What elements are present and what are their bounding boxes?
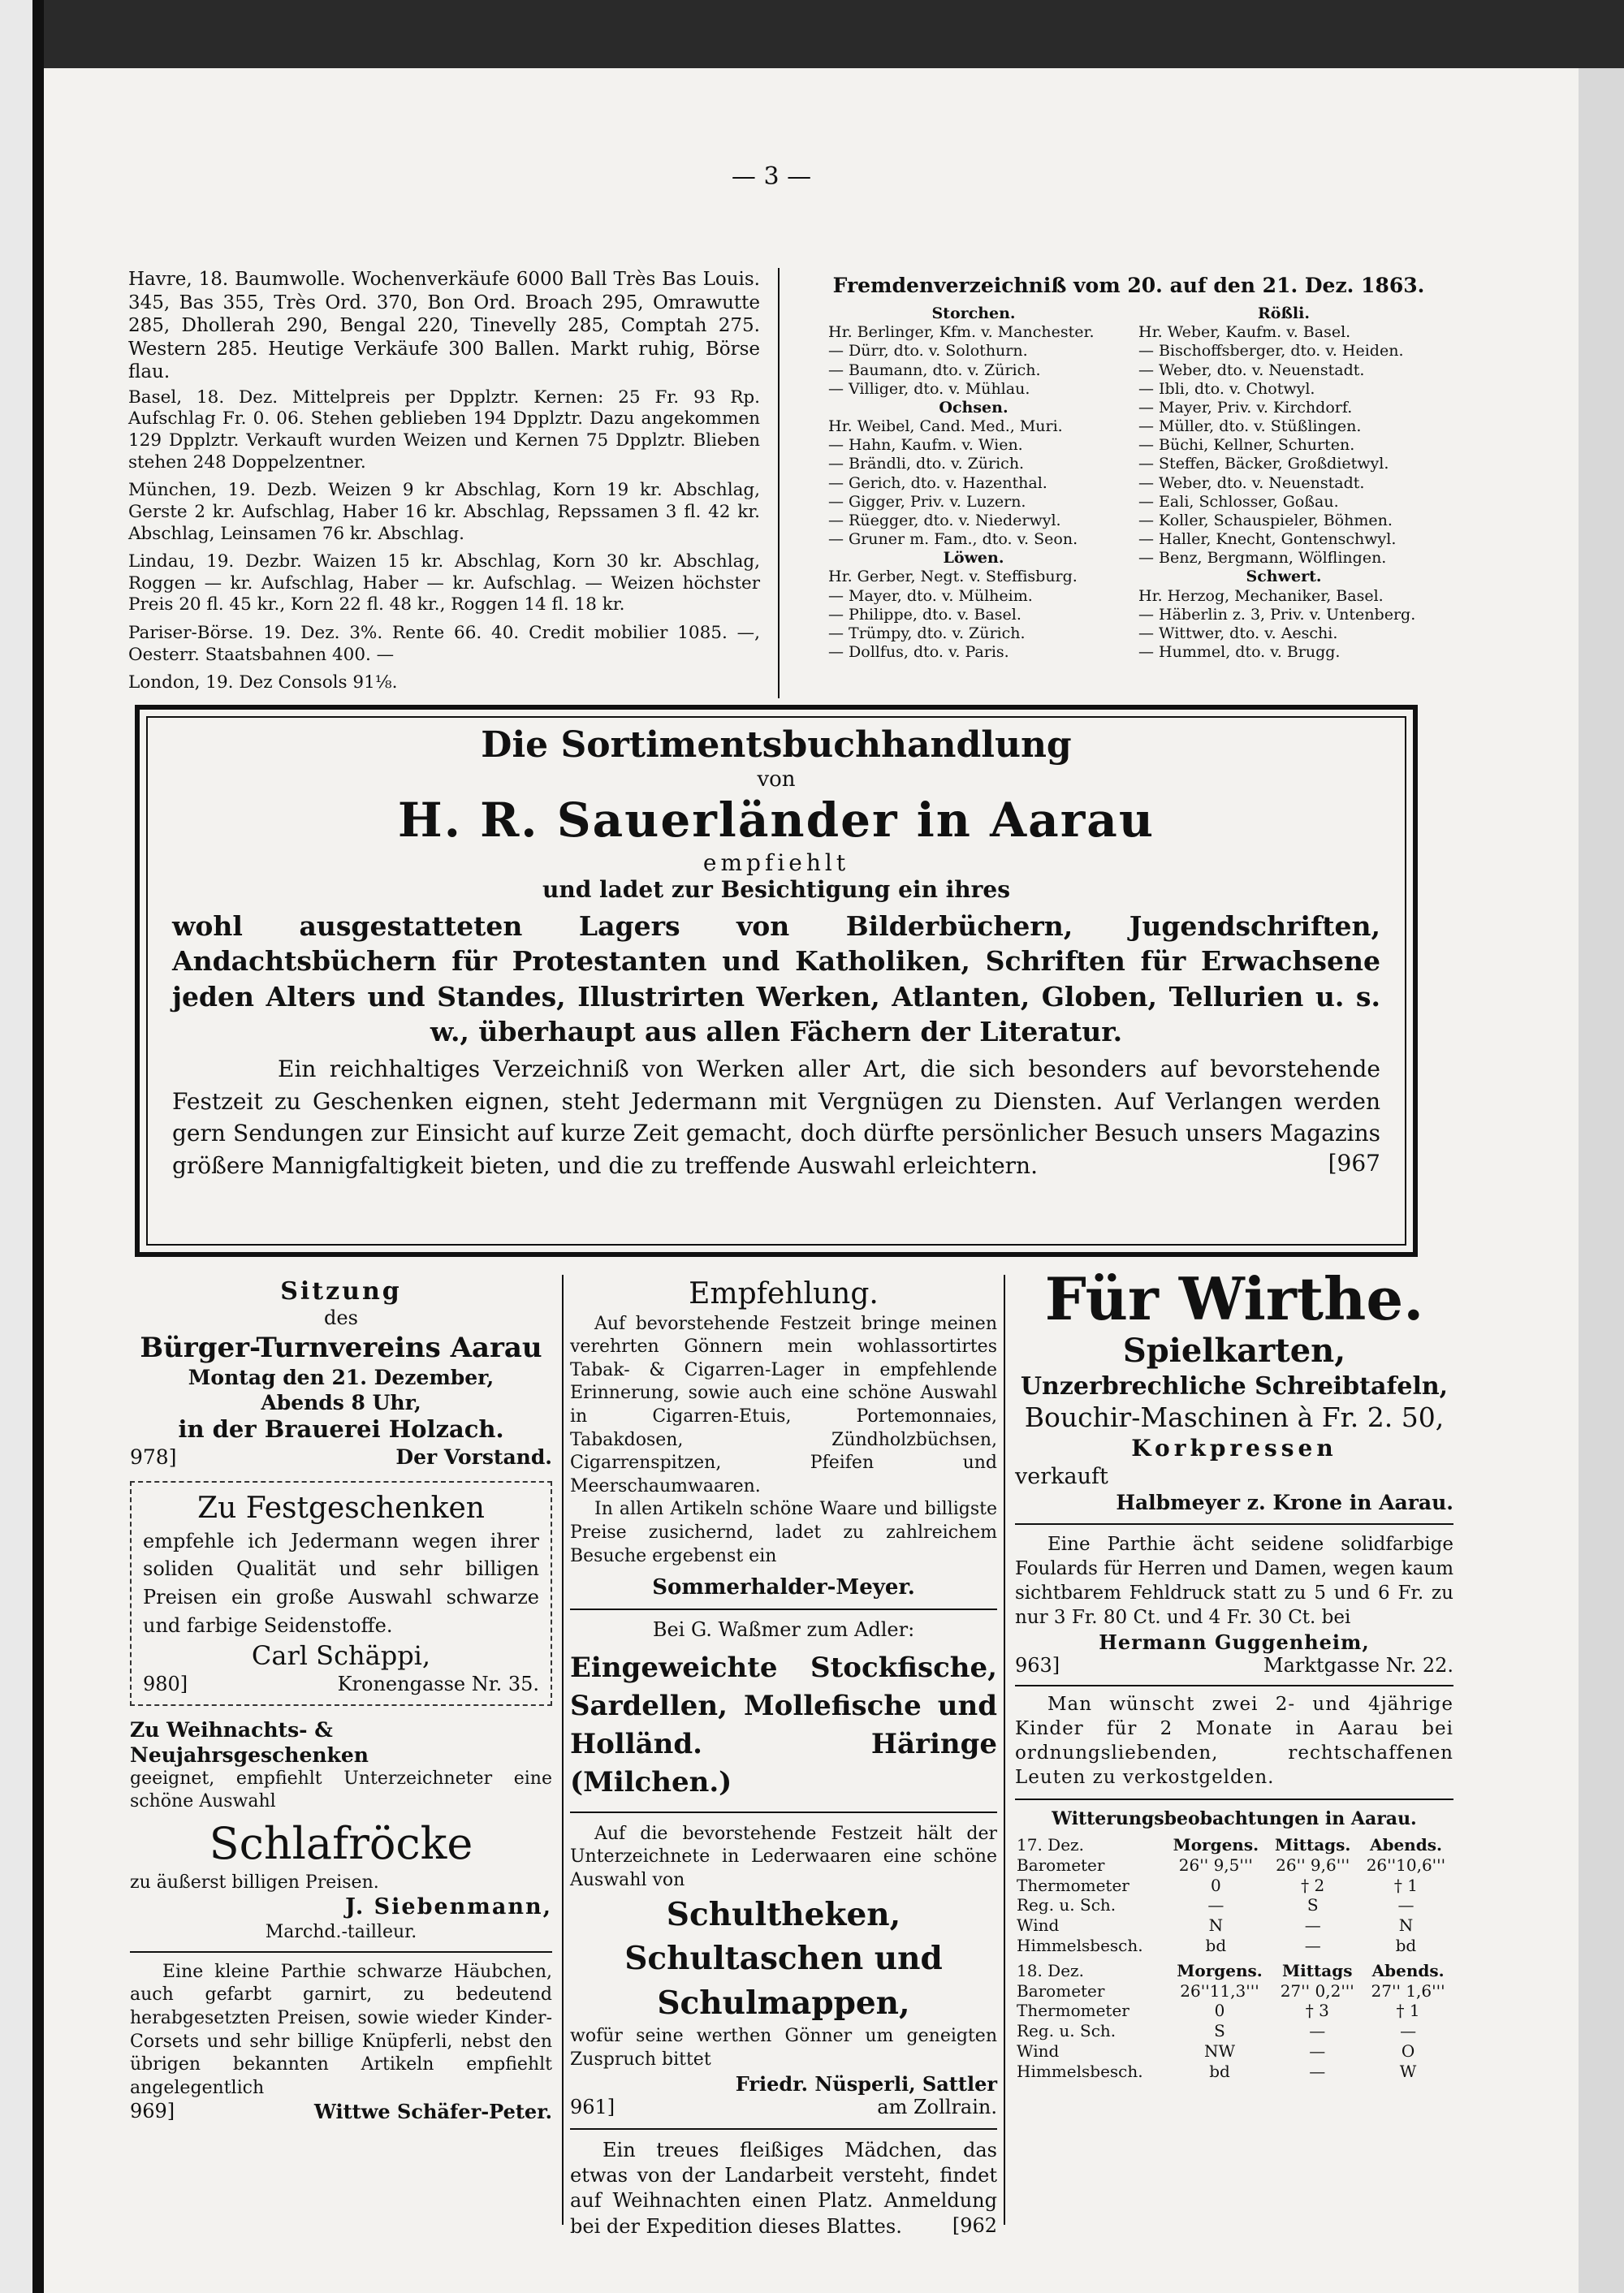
bouchir: Bouchir-Maschinen à Fr. 2. 50, [1024, 1401, 1445, 1433]
register-entry: — Weber, dto. v. Neuenstadt. [1138, 473, 1365, 492]
weather-title: Witterungsbeobachtungen in Aarau. [1052, 1807, 1417, 1829]
weather-col: Morgens. [1173, 1834, 1259, 1855]
weihn-title: Zu Weihnachts- & Neujahrsgeschenken [130, 1718, 369, 1768]
weather-cell: — [1207, 1895, 1224, 1915]
weather-cell: — [1397, 1895, 1415, 1915]
weather-cell: 26'' 9,5''' [1178, 1855, 1253, 1875]
schreibtafeln: Unzerbrechliche Schreibtafeln, [1020, 1371, 1449, 1401]
register-entry: Hr. Berlinger, Kfm. v. Manchester. [828, 323, 1095, 342]
halbmeyer: Halbmeyer z. Krone in Aarau. [1116, 1491, 1453, 1515]
maedchen-ref: [962 [952, 2213, 997, 2237]
sauerlaender-ad [135, 705, 1418, 1257]
divider [130, 1951, 552, 1953]
weather-cell: 26''10,6''' [1366, 1855, 1446, 1875]
weather-label: Barometer [1017, 1980, 1105, 2001]
fest-ref: 980] [143, 1672, 188, 1695]
leder-body: Auf die bevorstehende Festzeit hält der Unterzeichnete in Lederwaaren eine schöne Auswahl von [570, 1823, 997, 1890]
weather-cell: — [1309, 2040, 1326, 2061]
fest-name: Carl Schäppi, [251, 1639, 431, 1671]
sitzung-sign: Der Vorstand. [395, 1445, 552, 1470]
register-ochsen-head: Ochsen. [939, 398, 1009, 417]
weather-date: 17. Dez. [1017, 1834, 1084, 1855]
weather-cell: 0 [1214, 2001, 1225, 2021]
weather-cell: — [1304, 1915, 1321, 1936]
weather-cell: W [1399, 2061, 1417, 2081]
divider [570, 1609, 997, 1610]
weather-cell: — [1309, 2061, 1326, 2081]
register-entry: — Brändli, dto. v. Zürich. [828, 455, 1025, 473]
register-entry: — Philippe, dto. v. Basel. [828, 605, 1021, 624]
scan-background-left [0, 0, 32, 2293]
weather-cell: † 1 [1393, 1875, 1418, 1895]
register-entry: — Baumann, dto. v. Zürich. [828, 361, 1041, 379]
weather-col: Abends. [1369, 1834, 1442, 1855]
partie-sign: Wittwe Schäfer-Peter. [313, 2100, 552, 2124]
register-schwert-head: Schwert. [1246, 568, 1322, 586]
weather-cell: S [1214, 2021, 1225, 2041]
leder-big: Schultheken, Schultaschen und Schulmappen, [624, 1895, 943, 2022]
column-rule [778, 268, 780, 698]
maedchen-body: Ein treues fleißiges Mädchen, das etwas von der Landarbeit versteht, findet auf Weihnachten einen Platz. Anmeldung bei der Expedition dieses Blattes. [570, 2139, 997, 2238]
weather-cell: — [1304, 1935, 1321, 1955]
adler-big: Eingeweichte Stockfische, Sardellen, Mollefische und Holländ. Häringe (Milchen.) [570, 1652, 997, 1799]
register-entry: — Villiger, dto. v. Mühlau. [828, 379, 1030, 398]
divider [1015, 1799, 1453, 1800]
weather-label: Thermometer [1017, 2001, 1129, 2021]
weather-date: 18. Dez. [1017, 1960, 1084, 1980]
register-entry: — Müller, dto. v. Stüßlingen. [1138, 417, 1362, 436]
weather-cell: NW [1203, 2040, 1236, 2061]
weather-cell: bd [1205, 1935, 1227, 1955]
weather-label: Thermometer [1017, 1875, 1129, 1895]
sitzung-title: Sitzung [280, 1277, 402, 1306]
korkpressen: Korkpressen [1131, 1434, 1337, 1462]
empf-sign: Sommerhalder-Meyer. [652, 1575, 915, 1600]
weather-cell: N [1398, 1915, 1414, 1936]
register-entry: Hr. Weber, Kaufm. v. Basel. [1138, 323, 1351, 342]
register-entry: — Gruner m. Fam., dto. v. Seon. [828, 530, 1078, 549]
weather-label: Barometer [1017, 1855, 1105, 1875]
register-entry: — Gerich, dto. v. Hazenthal. [828, 473, 1047, 492]
weather-label: Himmelsbesch. [1017, 1935, 1143, 1955]
register-entry: Hr. Herzog, Mechaniker, Basel. [1138, 586, 1384, 605]
sitzung-club: Bürger-Turnvereins Aarau [140, 1331, 542, 1364]
weihn-sub: Marchd.-tailleur. [265, 1921, 417, 1942]
verkauft: verkauft [1015, 1463, 1108, 1489]
ad-line-2: von [757, 766, 796, 792]
weather-table-18 [1015, 1961, 1453, 2082]
register-entry: — Hummel, dto. v. Brugg. [1138, 643, 1341, 662]
weather-label: Wind [1017, 1915, 1060, 1936]
register-entry: — Hahn, Kaufm. v. Wien. [828, 436, 1023, 455]
foulards-addr: Marktgasse Nr. 22. [1263, 1654, 1453, 1678]
register-entry: — Bischoffsberger, dto. v. Heiden. [1138, 342, 1404, 361]
market-london: London, 19. Dez Consols 91⅛. [128, 672, 398, 693]
weather-cell: S [1307, 1895, 1319, 1915]
foulards-body: Eine Parthie ächt seidene solidfarbige Foulards für Herren und Damen, wegen kaum sichtbarem Fehldruck statt zu 5 und 6 Fr. zu nur 3 Fr. 80 Ct. und 4 Fr. 30 Ct. bei [1015, 1534, 1453, 1628]
divider [1015, 1685, 1453, 1686]
register-entry: — Dollfus, dto. v. Paris. [828, 643, 1009, 662]
fest-title: Zu Festgeschenken [197, 1492, 485, 1526]
register-entry: — Ibli, dto. v. Chotwyl. [1138, 379, 1315, 398]
weather-cell: N [1208, 1915, 1224, 1936]
register-entry: — Trümpy, dto. v. Zürich. [828, 624, 1026, 642]
divider [1015, 1523, 1453, 1525]
page-number: — 3 — [731, 162, 812, 191]
weather-cell: — [1400, 2021, 1417, 2041]
middle-column [570, 1276, 997, 2239]
weather-cell: — [1309, 2021, 1326, 2041]
weihn-name: J. Siebenmann, [345, 1894, 552, 1920]
fest-body: empfehle ich Jedermann wegen ihrer soliden Qualität und sehr billigen Preisen ein große Auswahl schwarze und farbige Seidenstoffe. [143, 1529, 539, 1638]
ad-body-1: wohl ausgestatteten Lagers von Bilderbüchern, Jugendschriften, Andachtsbüchern für Protestanten und Katholiken, Schriften für Erwachsene jeden Alters und Standes, Illustrirten Werken, Atlanten, Globen, Tellurien u. s. w., überhaupt aus allen Fächern der Literatur. [172, 909, 1380, 1048]
sitzung-des: des [324, 1306, 358, 1330]
register-entry: — Mayer, dto. v. Mülheim. [828, 586, 1033, 605]
right-column [1015, 1264, 1453, 2082]
register-entry: Hr. Weibel, Cand. Med., Muri. [828, 417, 1063, 436]
festgeschenke-ad [130, 1481, 552, 1706]
register-entry: — Steffen, Bäcker, Großdietwyl. [1138, 455, 1389, 473]
partie-body: Eine kleine Parthie schwarze Häubchen, auch gefarbt garnirt, zu bedeutend herabgesetzten Preisen, sowie wieder Kinder-Corsets und sehr billige Knüpferli, nebst den übrigen bekannten Artikeln empfiehlt angelegentlich [130, 1961, 552, 2098]
sitzung-time: Abends 8 Uhr, [261, 1391, 421, 1415]
weihn-price: zu äußerst billigen Preisen. [130, 1872, 379, 1893]
weather-cell: † 1 [1396, 2001, 1420, 2021]
register-entry: — Mayer, Priv. v. Kirchdorf. [1138, 398, 1353, 417]
sitzung-date: Montag den 21. Dezember, [188, 1366, 495, 1390]
foulards-ref: 963] [1015, 1654, 1060, 1678]
register-storchen-head: Storchen. [931, 304, 1016, 322]
leder-body-2: wofür seine werthen Gönner um geneigten Zuspruch bittet [570, 2026, 997, 2070]
column-rule [562, 1275, 564, 2225]
divider [570, 2128, 997, 2130]
wirthe-title: Für Wirthe. [1044, 1264, 1424, 1333]
weather-cell: † 3 [1305, 2001, 1329, 2021]
register-entry: — Benz, Bergmann, Wölflingen. [1138, 549, 1387, 568]
register-entry: — Wittwer, dto. v. Aeschi. [1138, 624, 1338, 642]
register-entry: — Weber, dto. v. Neuenstadt. [1138, 361, 1365, 379]
sitzung-ref: 978] [130, 1445, 177, 1470]
weather-col: Mittags. [1274, 1834, 1351, 1855]
weather-label: Himmelsbesch. [1017, 2061, 1143, 2081]
register-loewen-head: Löwen. [943, 549, 1004, 568]
foulards-name: Hermann Guggenheim, [1099, 1630, 1370, 1654]
register-roessli-head: Rößli. [1258, 304, 1310, 322]
weather-col: Abends. [1371, 1960, 1445, 1980]
guest-register [828, 273, 1429, 662]
register-entry: — Gigger, Priv. v. Luzern. [828, 492, 1026, 511]
weather-cell: † 2 [1301, 1875, 1325, 1895]
market-basel: Basel, 18. Dez. Mittelpreis per Dpplztr. Kernen: 25 Fr. 93 Rp. Aufschlag Fr. 0. 06. Stehen geblieben 194 Dpplztr. Dazu angekommen 129 Dpplztr. Verkauft wurden Weizen und Kernen 75 Dpplztr. Blieben stehen 248 Doppelzentner. [128, 386, 760, 473]
ad-firm-name: H. R. Sauerländer in Aarau [397, 792, 1155, 848]
register-entry: — Koller, Schauspieler, Böhmen. [1138, 511, 1393, 529]
register-entry: — Dürr, dto. v. Solothurn. [828, 342, 1028, 361]
weather-cell: 26'' 9,6''' [1276, 1855, 1350, 1875]
weather-col: Mittags [1282, 1960, 1353, 1980]
ad-line-4: empfiehlt [702, 849, 850, 876]
sitzung-place: in der Brauerei Holzach. [178, 1415, 504, 1444]
market-havre: Havre, 18. Baumwolle. Wochenverkäufe 6000 Ball Très Bas Louis. 345, Bas 355, Très Ord. 370, Bon Ord. Broach 295, Omrawutte 285, Dhollerah 290, Bengal 220, Tinevelly 285, Comptah 275. Western 285. Heutige Verkäufe 300 Ballen. Markt ruhig, Börse flau. [128, 269, 760, 383]
scan-gutter [32, 0, 44, 2293]
empf-title: Empfehlung. [689, 1277, 879, 1311]
register-entry: — Rüegger, dto. v. Niederwyl. [828, 511, 1061, 529]
weather-label: Reg. u. Sch. [1017, 1895, 1116, 1915]
ad-ref: [967 [1328, 1149, 1380, 1177]
market-muenchen: München, 19. Dezb. Weizen 9 kr Abschlag, Korn 19 kr. Abschlag, Gerste 2 kr. Aufschlag, Haber 16 kr. Abschlag, Repssamen 3 fl. 42 kr. Abschlag, Leinsamen 76 kr. Abschlag. [128, 480, 760, 544]
market-reports [128, 268, 760, 694]
leder-name: Friedr. Nüsperli, Sattler [735, 2071, 997, 2096]
register-entry: — Häberlin z. 3, Priv. v. Untenberg. [1138, 605, 1416, 624]
weather-cell: 27'' 0,2''' [1280, 1980, 1354, 2001]
register-entry: — Haller, Knecht, Gontenschwyl. [1138, 530, 1397, 549]
market-lindau: Lindau, 19. Dezbr. Waizen 15 kr. Abschlag, Korn 30 kr. Abschlag, Roggen — kr. Aufschlag, Haber — kr. Aufschlag. — Weizen höchster Preis 20 fl. 45 kr., Korn 22 fl. 48 kr., Roggen 14 fl. 18 kr. [128, 551, 760, 615]
partie-ref: 969] [130, 2100, 175, 2123]
spielkarten: Spielkarten, [1122, 1332, 1346, 1371]
weather-label: Wind [1017, 2040, 1060, 2061]
weather-cell: 0 [1210, 1875, 1221, 1895]
fest-addr: Kronengasse Nr. 35. [337, 1672, 539, 1695]
page-edge [1579, 68, 1624, 2293]
weather-col: Morgens. [1177, 1960, 1263, 1980]
weihn-body: geeignet, empfiehlt Unterzeichneter eine schöne Auswahl [130, 1768, 552, 1812]
kinder-body: Man wünscht zwei 2- und 4jährige Kinder für 2 Monate in Aarau bei ordnungsliebenden, rechtschaffenen Leuten zu verkostgelden. [1015, 1694, 1453, 1788]
column-rule [1004, 1275, 1005, 2225]
register-entry: — Büchi, Kellner, Schurten. [1138, 436, 1355, 455]
ad-line-1: Die Sortimentsbuchhandlung [481, 724, 1072, 766]
register-entry: — Eali, Schlosser, Goßau. [1138, 492, 1339, 511]
divider [570, 1812, 997, 1813]
leder-ref: 961] [570, 2096, 615, 2119]
weihn-big: Schlafröcke [209, 1817, 473, 1869]
register-entry: Hr. Gerber, Negt. v. Steffisburg. [828, 568, 1078, 586]
empf-body: Auf bevorstehende Festzeit bringe meinen verehrten Gönnern mein wohlassortirtes Tabak- & Cigarren-Lager in empfehlende Erinnerung, sowie auch eine schöne Auswahl in Cigarren-Etuis, Portemonnaies, Tabakdosen, Zündholzbüchsen, Cigarrenspitzen, Pfeifen und Meerschaumwaaren. [570, 1313, 997, 1496]
weather-cell: O [1401, 2040, 1415, 2061]
market-paris: Pariser-Börse. 19. Dez. 3%. Rente 66. 40. Credit mobilier 1085. —, Oesterr. Staatsbahnen 400. — [128, 623, 760, 665]
ad-body-2: Ein reichhaltiges Verzeichniß von Werken aller Art, die sich besonders auf bevorstehende Festzeit zu Geschenken eignen, steht Jedermann mit Vergnügen zu Diensten. Auf Verlangen werden gern Sendungen zur Einsicht auf kurze Zeit gemacht, doch dürfte persönlicher Besuch unsers Magazins größere Mannigfaltigkeit bieten, und die zu treffende Auswahl erleichtern. [172, 1055, 1380, 1180]
weather-cell: 27'' 1,6''' [1371, 1980, 1445, 2001]
left-column [130, 1276, 552, 2124]
register-title: Fremdenverzeichniß vom 20. auf den 21. Dez. 1863. [832, 274, 1425, 297]
ad-line-5: und ladet zur Besichtigung ein ihres [542, 876, 1010, 904]
weather-cell: bd [1209, 2061, 1230, 2081]
adler-head: Bei G. Waßmer zum Adler: [652, 1618, 915, 1642]
weather-cell: bd [1395, 1935, 1417, 1955]
leder-addr: am Zollrain. [877, 2096, 997, 2119]
weather-table-17 [1015, 1835, 1453, 1956]
empf-body-2: In allen Artikeln schöne Waare und billigste Preise zusichernd, ladet zu zahlreichem Besuche ergebenst ein [570, 1499, 997, 1566]
weather-label: Reg. u. Sch. [1017, 2021, 1116, 2041]
weather-cell: 26''11,3''' [1180, 1980, 1259, 2001]
